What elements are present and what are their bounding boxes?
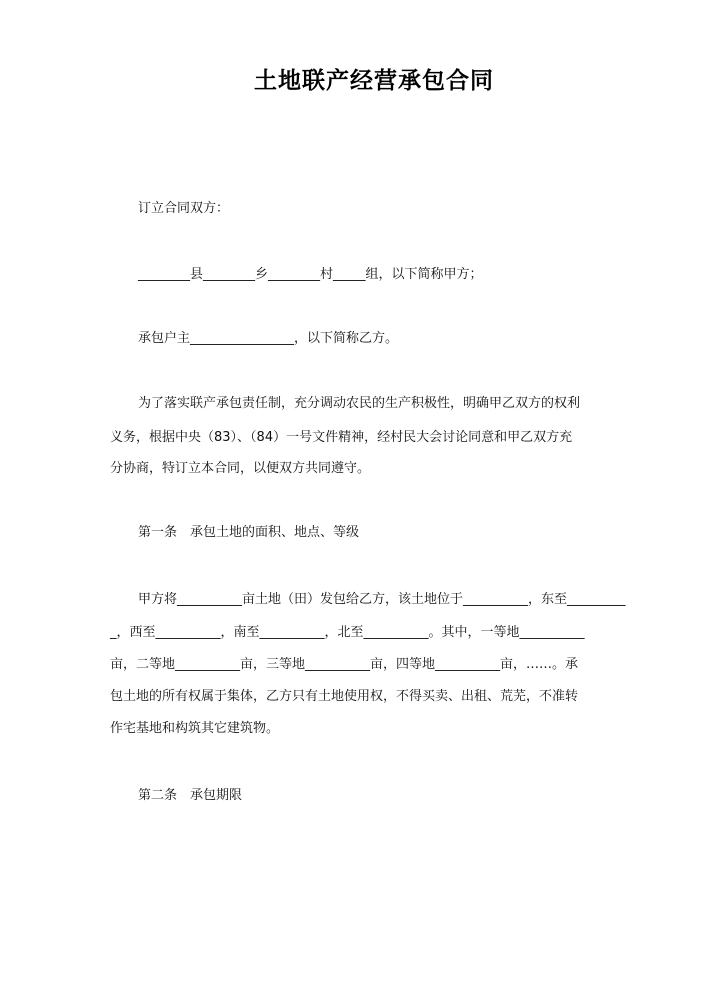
text-line: 分协商，特订立本合同，以便双方共同遵守。 (110, 461, 371, 476)
text-line: 承包户主________________，以下简称乙方。 (138, 331, 399, 346)
text-line: 义务，根据中央（83）、（84）一号文件精神，经村民大会讨论同意和甲乙双方充 (110, 430, 573, 445)
text-line: 包土地的所有权属于集体，乙方只有土地使用权，不得买卖、出租、荒芜，不准转 (110, 689, 579, 704)
text-line: 为了落实联产承包责任制，充分调动农民的生产积极性，明确甲乙双方的权利 (138, 396, 581, 411)
text-line: _，西至__________，南至__________，北至__________。其中，一等地__________ (110, 625, 585, 640)
article-heading: 第一条 承包土地的面积、地点、等级 (138, 525, 360, 540)
text-line: ________县________乡________村_____组，以下简称甲方； (138, 267, 483, 282)
text-line: 亩，二等地__________亩，三等地__________亩，四等地__________亩，……。承 (110, 657, 579, 672)
text-line: 甲方将__________亩土地（田）发包给乙方，该土地位于__________，东至_________ (138, 592, 626, 607)
document-title: 土地联产经营承包合同 (254, 67, 494, 94)
article-heading: 第二条 承包期限 (138, 788, 243, 803)
text-line: 订立合同双方： (138, 201, 230, 216)
text-line: 作宅基地和构筑其它建筑物。 (110, 721, 280, 736)
